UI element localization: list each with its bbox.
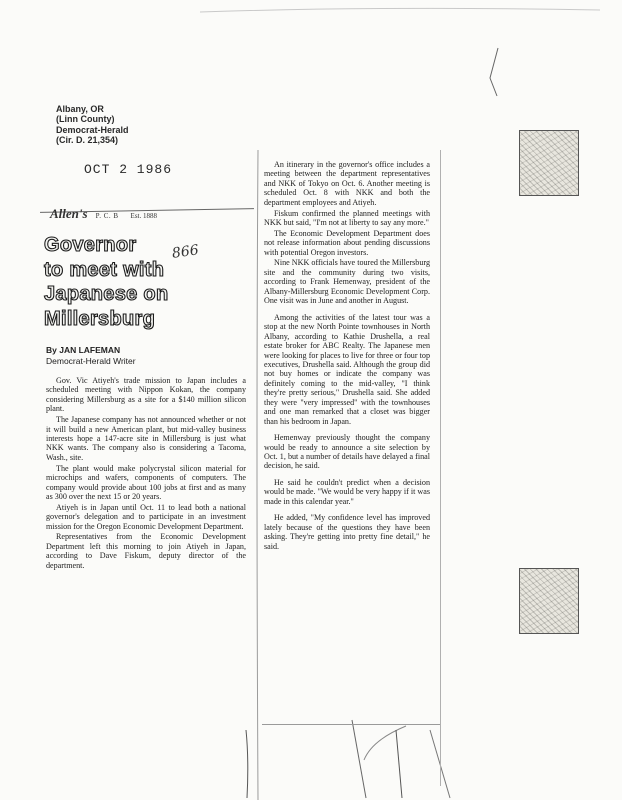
headline — [44, 233, 244, 331]
article-column-2 — [264, 160, 430, 552]
headline-line: to meet with — [44, 258, 165, 281]
article-paragraph: Among the activities of the latest tour was a stop at the new North Pointe townhouses in North Albany, according to Kathie Drushella, a real estate broker for ABC Realty. The Japanese men were looking for places to live for three or four top executives, Drushella said. Although the group did not buy homes or indicate the company was definitely coming to the mid-valley, "I think they're pretty serious," Drushella said. She added they were "very impressed" with the townhouses and one man remarked that a closet was bigger than his bedroom in Japan. — [264, 312, 430, 426]
source-county: (Linn County) — [56, 114, 115, 125]
article-paragraph: He said he couldn't predict when a decision would be made. "We would be very happy if it was made in this calendar year." — [264, 477, 430, 506]
clipping-service-established: Est. 1888 — [130, 212, 157, 220]
scan-artifact-bottom — [519, 568, 579, 634]
byline — [46, 345, 246, 366]
headline-line: Millersburg — [44, 307, 156, 330]
clipping-service-stamp — [50, 206, 157, 222]
article-paragraph: The plant would make polycrystal silicon material for microchips and wafers, components of computers. The company would provide about 100 jobs at first and as many as 300 over the next 15 or 20 years. — [46, 463, 246, 502]
byline-author: By JAN LAFEMAN — [46, 345, 121, 355]
scan-artifact-top — [519, 130, 579, 196]
article-column-1 — [46, 376, 246, 572]
article-paragraph: Atiyeh is in Japan until Oct. 11 to lead both a national governor's delegation and to participate in an investment mission for the Oregon Economic Development Department. — [46, 502, 246, 531]
article-paragraph: Hemenway previously thought the company would be ready to announce a site selection by Oct. 1, but a number of details have delayed a final decision, he said. — [264, 433, 430, 471]
article-paragraph: Representatives from the Economic Development Department left this morning to join Atiyeh in Japan, according to Dave Fiskum, deputy director of the department. — [46, 532, 246, 570]
handwritten-note: 866 — [171, 242, 200, 262]
clipping-service-name: Allen's — [50, 206, 88, 221]
source-paper: Democrat-Herald — [56, 124, 129, 135]
article-paragraph: He added, "My confidence level has improved lately because of the questions they have been asking. They're getting into pretty fine detail," he said. — [264, 513, 430, 551]
clipping-service-initials: P. C. B — [95, 212, 119, 220]
headline-line: Governor — [44, 234, 137, 256]
article-paragraph: The Economic Development Department does not release information about pending discussions with potential Oregon investors. — [264, 228, 430, 257]
column-divider — [440, 150, 441, 786]
byline-role: Democrat-Herald Writer — [46, 355, 136, 366]
source-circulation: (Cir. D. 21,354) — [56, 135, 119, 146]
article-paragraph: Nine NKK officials have toured the Millersburg site and the community during two visits, according to Frank Hemenway, president of the Albany-Millersburg Economic Development Corp. One visit was in June and another in August. — [264, 258, 430, 306]
article-paragraph: Gov. Vic Atiyeh's trade mission to Japan includes a scheduled meeting with Nippon Kokan, the company considering Millersburg as a site for a $140 million silicon plant. — [46, 376, 246, 414]
date-stamp: OCT 2 1986 — [84, 162, 173, 177]
article-paragraph: Fiskum confirmed the planned meetings with NKK but said, "I'm not at liberty to say any more." — [264, 208, 430, 228]
column-end-rule — [262, 724, 440, 725]
article-paragraph: The Japanese company has not announced whether or not it will build a new American plant, but mid-valley business interests hope a 147-acre site in Millersburg is just what NKK wants. The company also is considering a Tacoma, Wash., site. — [46, 415, 246, 462]
source-publication — [56, 104, 216, 146]
source-city: Albany, OR — [56, 104, 104, 114]
article-paragraph: An itinerary in the governor's office includes a meeting between the department representatives and NKK of Tokyo on Oct. 6. Another meeting is scheduled Oct. 8 with NKK and both the department employees and Atiyeh. — [264, 160, 430, 207]
headline-line: Japanese on — [44, 283, 169, 305]
